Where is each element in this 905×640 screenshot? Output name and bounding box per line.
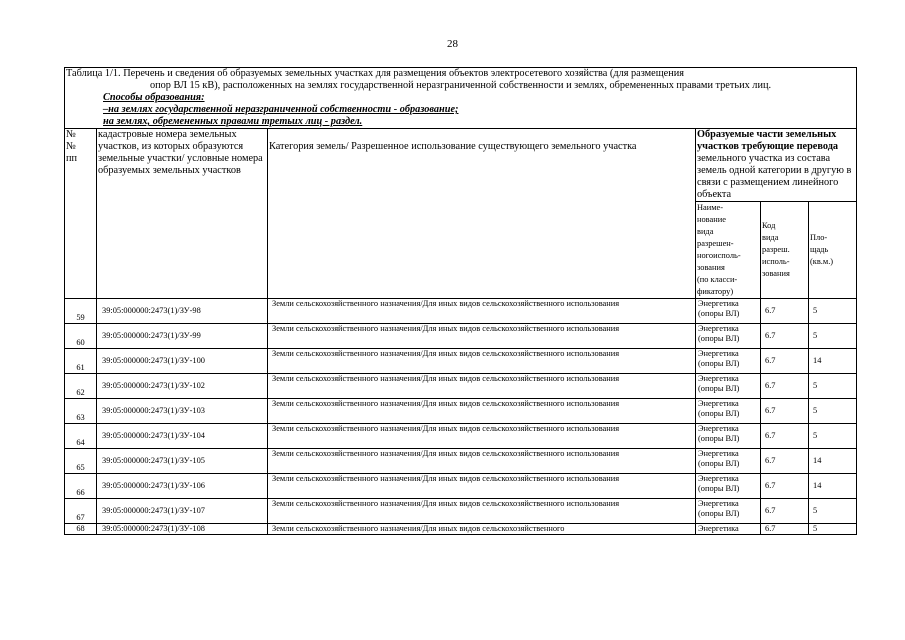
row-cadastral: 39:05:000000:2473(1)/ЗУ-106 <box>97 474 268 499</box>
subheader-use-type: Наиме- нование вида разрешен- ногоисполь- зования (по класси- фикатору) <box>696 202 761 299</box>
row-cadastral: 39:05:000000:2473(1)/ЗУ-108 <box>97 524 268 535</box>
row-use-code: 6.7 <box>761 474 809 499</box>
row-category: Земли сельскохозяйственного назначения/Для иных видов сельскохозяйственного использования <box>268 474 696 499</box>
row-number: 61 <box>65 349 97 374</box>
header-number: № № пп <box>65 129 97 299</box>
caption-line-1: Таблица 1/1. Перечень и сведения об образуемых земельных участках для размещения объектов электросетевого хозяйства (для размещения <box>66 68 684 79</box>
row-area: 14 <box>809 349 857 374</box>
row-use-type: Энергетика (опоры ВЛ) <box>696 499 761 524</box>
caption-line-2: опор ВЛ 15 кВ), расположенных на землях государственной неразграниченной собственности и землях, обремененных правами третьих лиц. <box>149 80 772 91</box>
row-use-code: 6.7 <box>761 324 809 349</box>
row-use-code: 6.7 <box>761 424 809 449</box>
table-row <box>65 374 857 399</box>
row-cadastral: 39:05:000000:2473(1)/ЗУ-100 <box>97 349 268 374</box>
row-number: 68 <box>65 524 97 535</box>
row-cadastral: 39:05:000000:2473(1)/ЗУ-107 <box>97 499 268 524</box>
row-category: Земли сельскохозяйственного назначения/Для иных видов сельскохозяйственного использования <box>268 324 696 349</box>
row-area: 5 <box>809 374 857 399</box>
row-area: 5 <box>809 424 857 449</box>
row-area: 5 <box>809 324 857 349</box>
method-state-land: –на землях государственной неразграниченной собственности - образование; <box>103 104 459 115</box>
table-row <box>65 499 857 524</box>
row-use-type: Энергетика (опоры ВЛ) <box>696 449 761 474</box>
row-cadastral: 39:05:000000:2473(1)/ЗУ-103 <box>97 399 268 424</box>
table-row <box>65 299 857 324</box>
table-caption <box>65 68 857 129</box>
row-area: 5 <box>809 299 857 324</box>
row-cadastral: 39:05:000000:2473(1)/ЗУ-98 <box>97 299 268 324</box>
header-formed-parts-text: земельного участка из состава земель одной категории в другую в связи с размещением линейного объекта <box>697 153 852 200</box>
row-cadastral: 39:05:000000:2473(1)/ЗУ-104 <box>97 424 268 449</box>
method-encumbered-land: на землях, обремененных правами третьих лиц - раздел. <box>103 116 363 127</box>
row-category: Земли сельскохозяйственного назначения/Для иных видов сельскохозяйственного использования <box>268 449 696 474</box>
row-area: 14 <box>809 474 857 499</box>
subheader-use-code: Код вида разреш. исполь- зования <box>761 202 809 299</box>
row-category: Земли сельскохозяйственного назначения/Для иных видов сельскохозяйственного использования <box>268 299 696 324</box>
row-category: Земли сельскохозяйственного назначения/Для иных видов сельскохозяйственного использования <box>268 374 696 399</box>
row-use-code: 6.7 <box>761 449 809 474</box>
row-number: 65 <box>65 449 97 474</box>
subheader-area: Пло- щадь (кв.м.) <box>809 202 857 299</box>
methods-title: Способы образования: <box>103 92 205 103</box>
row-number: 67 <box>65 499 97 524</box>
table-row <box>65 424 857 449</box>
row-number: 62 <box>65 374 97 399</box>
row-number: 63 <box>65 399 97 424</box>
header-row <box>65 129 857 202</box>
table-caption-row <box>65 68 857 129</box>
table-row <box>65 349 857 374</box>
row-category: Земли сельскохозяйственного назначения/Для иных видов сельскохозяйственного использования <box>268 399 696 424</box>
row-cadastral: 39:05:000000:2473(1)/ЗУ-99 <box>97 324 268 349</box>
row-cadastral: 39:05:000000:2473(1)/ЗУ-102 <box>97 374 268 399</box>
row-number: 64 <box>65 424 97 449</box>
row-number: 60 <box>65 324 97 349</box>
header-category: Категория земель/ Разрешенное использование существующего земельного участка <box>268 129 696 299</box>
row-use-code: 6.7 <box>761 399 809 424</box>
row-category: Земли сельскохозяйственного назначения/Для иных видов сельскохозяйственного <box>268 524 696 535</box>
row-use-code: 6.7 <box>761 499 809 524</box>
row-use-type: Энергетика (опоры ВЛ) <box>696 349 761 374</box>
page-number: 28 <box>447 38 458 50</box>
table-row <box>65 399 857 424</box>
row-use-type: Энергетика (опоры ВЛ) <box>696 324 761 349</box>
row-category: Земли сельскохозяйственного назначения/Для иных видов сельскохозяйственного использования <box>268 424 696 449</box>
row-use-code: 6.7 <box>761 299 809 324</box>
table-row <box>65 449 857 474</box>
table-row <box>65 474 857 499</box>
table-row <box>65 524 857 535</box>
row-use-code: 6.7 <box>761 349 809 374</box>
row-category: Земли сельскохозяйственного назначения/Для иных видов сельскохозяйственного использования <box>268 349 696 374</box>
row-use-type: Энергетика <box>696 524 761 535</box>
row-use-code: 6.7 <box>761 524 809 535</box>
row-area: 5 <box>809 524 857 535</box>
header-formed-parts-bold: Образуемые части земельных участков требующие перевода <box>697 129 839 152</box>
row-use-type: Энергетика (опоры ВЛ) <box>696 474 761 499</box>
row-use-type: Энергетика (опоры ВЛ) <box>696 399 761 424</box>
row-area: 5 <box>809 499 857 524</box>
row-number: 66 <box>65 474 97 499</box>
row-use-type: Энергетика (опоры ВЛ) <box>696 374 761 399</box>
row-use-type: Энергетика (опоры ВЛ) <box>696 299 761 324</box>
row-category: Земли сельскохозяйственного назначения/Для иных видов сельскохозяйственного использования <box>268 499 696 524</box>
row-use-code: 6.7 <box>761 374 809 399</box>
header-cadastral: кадастровые номера земельных участков, из которых образуются земельные участки/ условные номера образуемых земельных участков <box>97 129 268 299</box>
row-area: 5 <box>809 399 857 424</box>
row-area: 14 <box>809 449 857 474</box>
header-formed-parts <box>696 129 857 202</box>
table-row <box>65 324 857 349</box>
row-number: 59 <box>65 299 97 324</box>
row-use-type: Энергетика (опоры ВЛ) <box>696 424 761 449</box>
row-cadastral: 39:05:000000:2473(1)/ЗУ-105 <box>97 449 268 474</box>
land-plots-table <box>64 67 857 535</box>
